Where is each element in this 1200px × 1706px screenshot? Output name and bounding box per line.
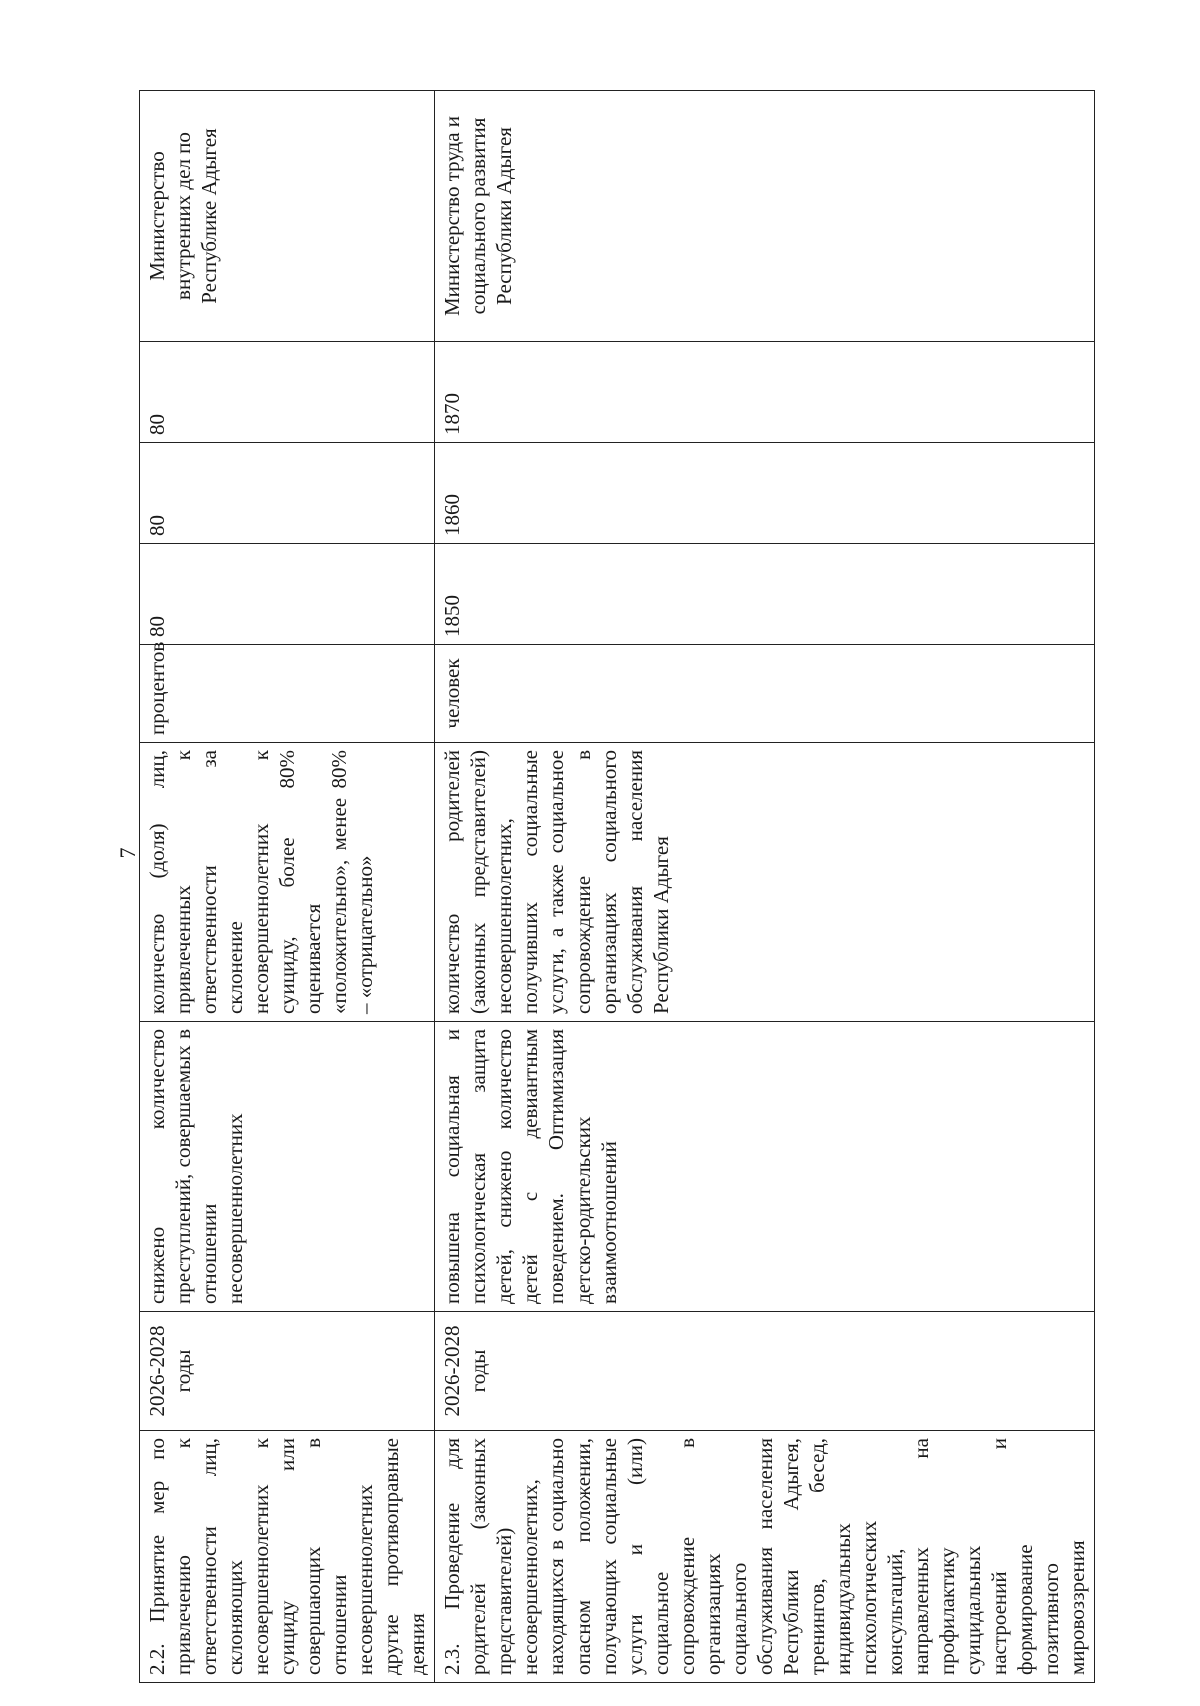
executor-cell: Министерство внутренних дел по Республике Адыгея <box>140 91 435 342</box>
measures-table <box>139 90 1095 1683</box>
rotated-table-wrapper <box>139 91 1090 1683</box>
unit-cell: процентов <box>140 645 435 743</box>
result-cell: снижено количество преступлений, совершаемых в отношении несовершеннолетних <box>140 1022 435 1312</box>
table-row <box>140 91 435 1683</box>
measure-cell: 2.3. Проведение для родителей (законных представителей) несовершеннолетних, находящихся в социально опасном положении, получающих социальные услуги и (или) социальное сопровождение в организациях социального обслуживания населения Республики Адыгея, тренингов, бесед, индивидуальных психологических консультаций, направленных на профилактику суицидальных настроений и формирование позитивного мировоззрения <box>435 1431 1095 1683</box>
unit-cell: человек <box>435 645 1095 743</box>
result-cell: повышена социальная и психологическая защита детей, снижено количество детей с девиантным поведением. Оптимизация детско-родительских взаимоотношений <box>435 1022 1095 1312</box>
period-cell: 2026-2028 годы <box>140 1312 435 1431</box>
measure-cell: 2.2. Принятие мер по привлечению к ответственности лиц, склоняющих несовершеннолетних к суициду или совершающих в отношении несовершеннолетних другие противоправные деяния <box>140 1431 435 1683</box>
indicator-cell: количество (доля) лиц, привлеченных к ответственности за склонение несовершеннолетних к суициду, более 80% оценивается «положительно», менее 80% – «отрицательно» <box>140 743 435 1022</box>
period-cell: 2026-2028 годы <box>435 1312 1095 1431</box>
value-2028-cell: 80 <box>140 342 435 443</box>
table-row <box>435 91 1095 1683</box>
value-2026-cell: 80 <box>140 544 435 645</box>
value-2027-cell: 1860 <box>435 443 1095 544</box>
executor-cell: Министерство труда и социального развития Республики Адыгея <box>435 91 1095 342</box>
indicator-cell: количество родителей (законных представителей) несовершеннолетних, получивших социальные услуги, а также социальное сопровождение в организациях социального обслуживания населения Республики Адыгея <box>435 743 1095 1022</box>
value-2026-cell: 1850 <box>435 544 1095 645</box>
value-2028-cell: 1870 <box>435 342 1095 443</box>
page-number: 7 <box>115 847 140 859</box>
value-2027-cell: 80 <box>140 443 435 544</box>
